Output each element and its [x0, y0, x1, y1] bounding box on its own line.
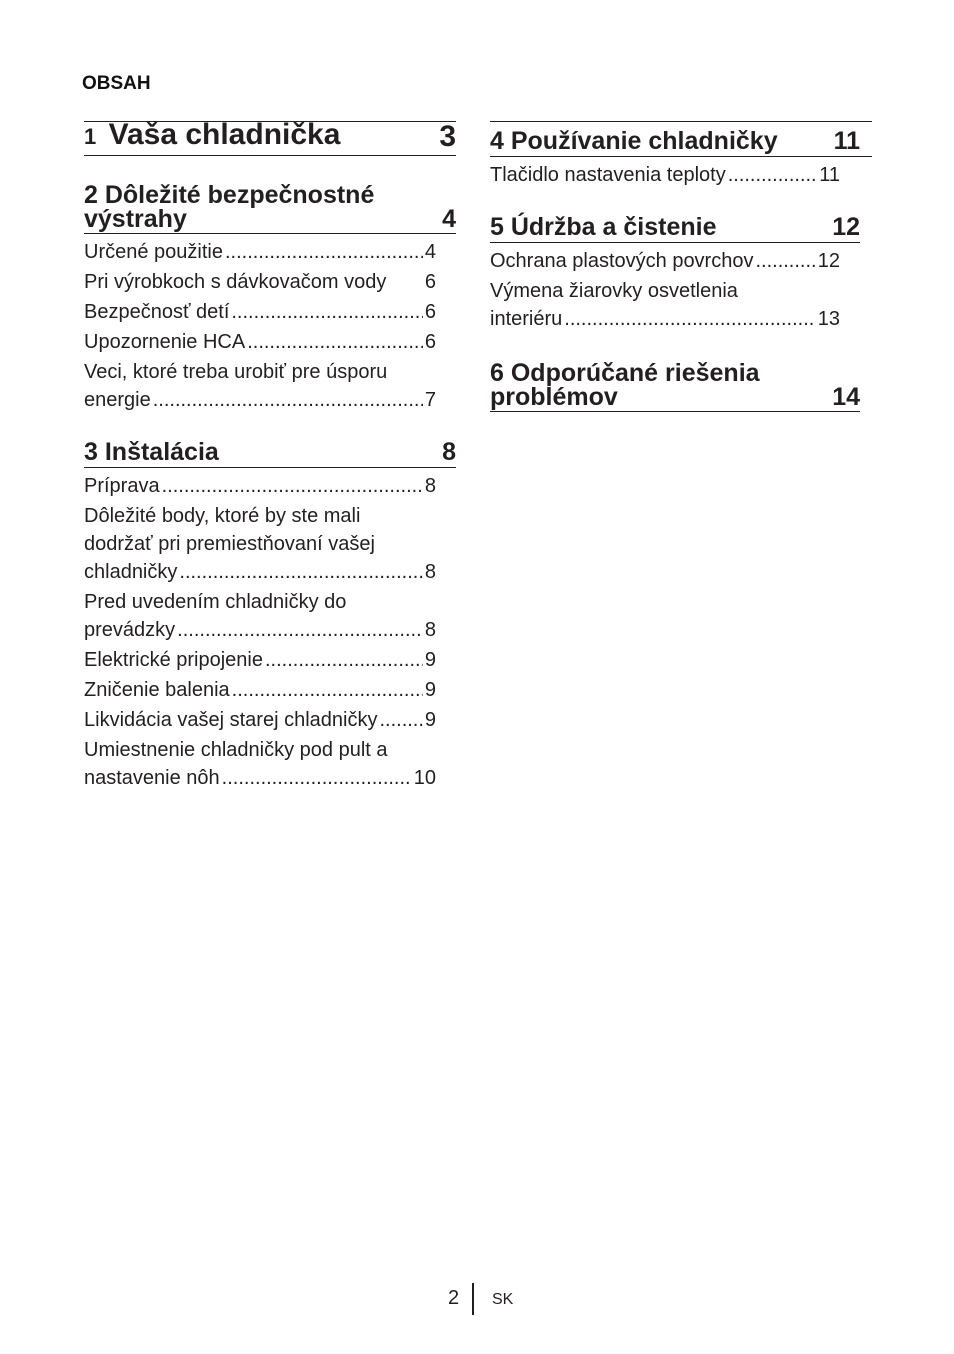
toc-entry[interactable]: Zničenie balenia ..... 9	[84, 676, 436, 704]
toc-entry[interactable]: Bezpečnosť detí ..... 6	[84, 298, 436, 326]
section-3-heading	[84, 440, 456, 468]
toc-section-4[interactable]	[490, 121, 860, 189]
section-2-page: 4	[442, 205, 456, 233]
section-6-title-line1: 6 Odporúčané riešenia	[490, 359, 760, 387]
toc-entry[interactable]: Tlačidlo nastavenia teploty ..... 11	[490, 161, 840, 189]
toc-entry[interactable]: Veci, ktoré treba urobiť pre úsporu energie ..... 7	[84, 358, 436, 414]
toc-left-column	[84, 118, 456, 792]
toc-section-2[interactable]	[84, 183, 456, 414]
toc-entry[interactable]: Pri výrobkoch s dávkovačom vody 6	[84, 271, 436, 293]
section-6-page: 14	[832, 383, 860, 411]
section-6-heading	[490, 361, 860, 412]
toc-entry[interactable]: Príprava ..... 8	[84, 472, 436, 500]
toc-entry[interactable]: Určené použitie ..... 4	[84, 238, 436, 266]
section-1-number: 1	[84, 124, 97, 149]
toc-entry[interactable]: Likvidácia vašej starej chladničky ..... 9	[84, 706, 436, 734]
toc-entry[interactable]: Pred uvedením chladničky do prevádzky ..... 8	[84, 588, 436, 644]
section-3-page: 8	[442, 438, 456, 466]
section-5-title: 5 Údržba a čistenie	[490, 213, 717, 241]
section-3-entries	[84, 472, 436, 792]
section-2-title-line1: 2 Dôležité bezpečnostné	[84, 181, 375, 209]
toc-entry[interactable]: Dôležité body, ktoré by ste mali dodržať pri premiestňovaní vašej chladničky ..... 8	[84, 502, 436, 586]
toc-section-6[interactable]	[490, 361, 860, 412]
toc-entry[interactable]: Elektrické pripojenie ..... 9	[84, 646, 436, 674]
section-2-entries	[84, 238, 436, 414]
section-3-title: 3 Inštalácia	[84, 438, 219, 466]
section-6-title-line2: problémov	[490, 383, 618, 411]
footer-page-number: 2	[448, 1287, 460, 1309]
section-5-entries	[490, 247, 840, 333]
section-4-title: 4 Používanie chladničky	[490, 127, 778, 155]
toc-section-1[interactable]	[84, 118, 456, 156]
toc-section-3[interactable]	[84, 440, 456, 792]
footer-language-code: SK	[492, 1291, 514, 1308]
section-5-heading	[490, 215, 860, 243]
toc-section-5[interactable]	[490, 215, 860, 333]
toc-entry[interactable]: Upozornenie HCA ..... 6	[84, 328, 436, 356]
section-2-title-line2: výstrahy	[84, 205, 187, 233]
toc-entry[interactable]: Výmena žiarovky osvetlenia interiéru ..... 13	[490, 277, 840, 333]
section-2-heading	[84, 183, 456, 234]
toc-entry[interactable]: Umiestnenie chladničky pod pult a nastavenie nôh ..... 10	[84, 736, 436, 792]
footer-divider	[472, 1283, 474, 1315]
section-5-page: 12	[832, 213, 860, 241]
section-1-title: Vaša chladnička	[108, 118, 341, 151]
section-1-heading	[84, 118, 456, 156]
section-4-entries	[490, 161, 840, 189]
toc-entry[interactable]: Ochrana plastových povrchov ..... 12	[490, 247, 840, 275]
section-1-page: 3	[439, 120, 456, 153]
section-4-heading	[490, 121, 872, 157]
section-4-page: 11	[833, 127, 860, 155]
toc-right-column	[490, 121, 860, 412]
page-heading: OBSAH	[82, 73, 151, 94]
